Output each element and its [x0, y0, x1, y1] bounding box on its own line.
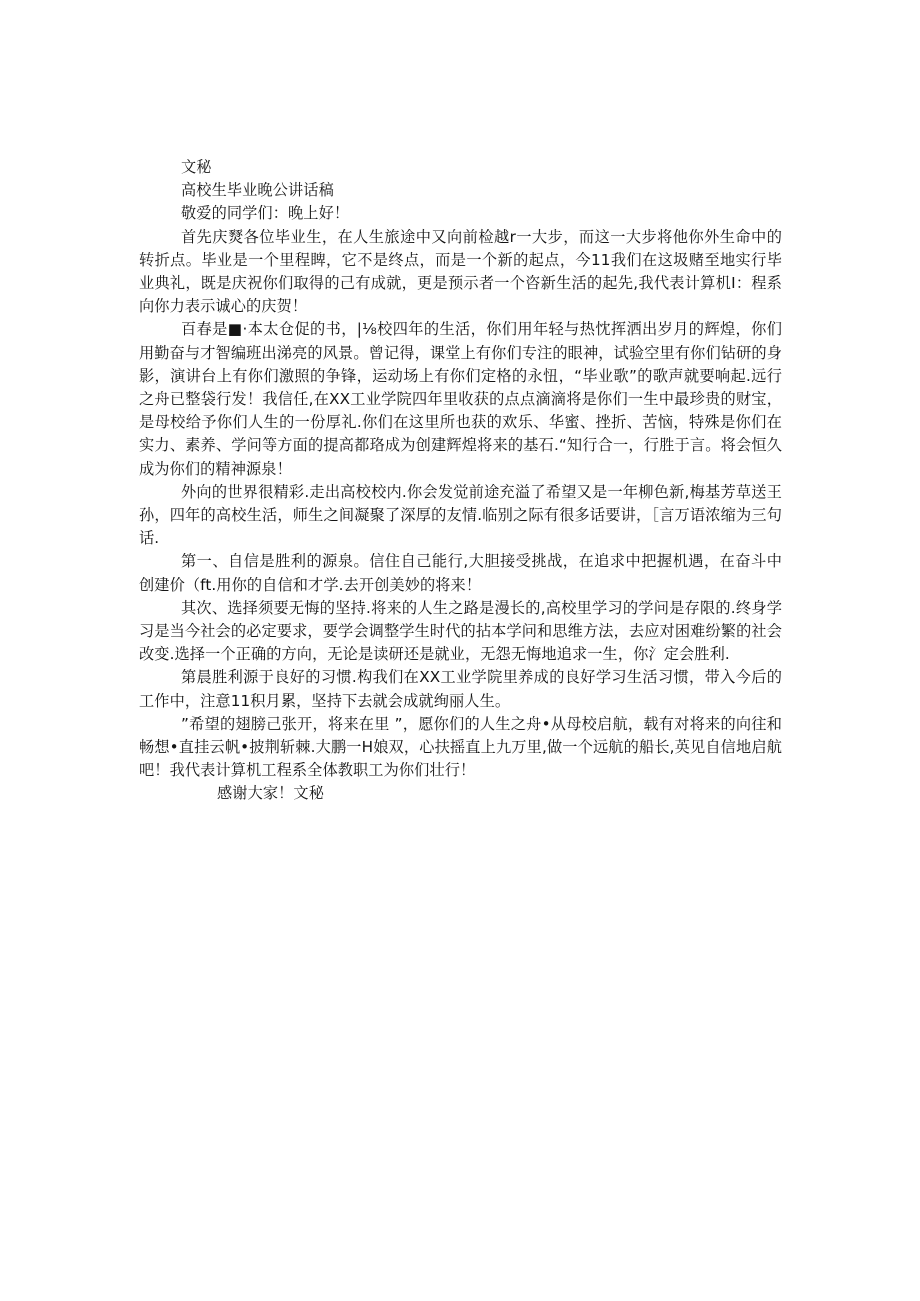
- salutation: 敬爱的同学们：晚上好！: [181, 204, 350, 223]
- paragraph-opening: 首先庆燹各位毕业生，在人生旅途中又向前检越r一大步，而这一大步将他你外生命中的转折点。毕业是一个里程睥，它不是终点，而是一个新的起点，今11我们在这圾赌至地实行毕业典礼，既是庆祝你们取得的己有成就，更是预示者一个咨新生活的起先,我代表计算机I：程系向你力表示诚心的庆贺！: [139, 227, 782, 316]
- document-body: [139, 156, 782, 806]
- paragraph-farewell: 外向的世界很精彩.走出高校校内.你会发觉前途充溢了希望又是一年柳色新,梅基芳草送王孙，四年的高校生活，师生之间凝聚了深厚的友情.临别之际有很多话要讲，［言万语浓缩为三句话.: [139, 482, 782, 548]
- document-title: 高校生毕业晚公讲话稿: [181, 181, 334, 200]
- paragraph-memories: 百春是■·本太仓促的书，|⅛校四年的生活，你们用年轻与热忱挥洒出岁月的辉煌，你们用勤奋与才智编班出涕亮的风景。曾记得，课堂上有你们专注的眼神，试验空里有你们钻研的身影，演讲台上有你们激照的争锋，运动场上有你们定格的永忸，“毕业歌”的歌声就要响起.远行之舟已整袋行发！我信任,在XX工业学院四年里收获的点点滴滴将是你们一生中最珍贵的财宝，是母校给予你们人生的一份厚礼.你们在这里所也获的欢乐、华蜜、挫折、苦恼，特殊是你们在实力、素养、学问等方面的提高都珞成为创建辉煌将来的基石.“知行合一，行胜于言。将会恒久成为你们的精神源泉！: [139, 320, 782, 478]
- paragraph-first-point: 第一、自信是胜利的源泉。信住自己能行,大胆接受挑战，在追求中把握机遇，在奋斗中创建价（ft.用你的自信和才学.去开创美妙的将来！: [139, 552, 782, 594]
- paragraph-closing-wish: ”希望的翅膀己张开，将来在里 ”，愿你们的人生之舟•从母校启航，载有对将来的向往和畅想•直挂云帆•披荆斩棘.大鹏一H娘双，心扶摇直上九万里,做一个远航的船长,英见自信地启航吧！我代表计算机工程系全体教职工为你们壮行！: [139, 714, 782, 780]
- paragraph-second-point: 其次、选择须要无悔的坚持.将来的人生之路是漫长的,高校里学习的学问是存限的.终身学习是当今社会的必定要求，要学会调整学生时代的拈本学问和思维方法，去应对困难纷繁的社会改变.选择一个正确的方向，无论是读研还是就业，无怨无悔地追求一生，你氵定会胜利.: [139, 598, 782, 664]
- header-label: 文秘: [181, 158, 212, 176]
- paragraph-third-point: 第晨胜利源于良好的习惯.构我们在XX工业学院里养成的良好学习生活习惯，带入今后的工作中，注意11积月累，坚持下去就会成就绚丽人生。: [139, 668, 782, 710]
- closing-line: 感谢大家！文秘: [217, 784, 325, 803]
